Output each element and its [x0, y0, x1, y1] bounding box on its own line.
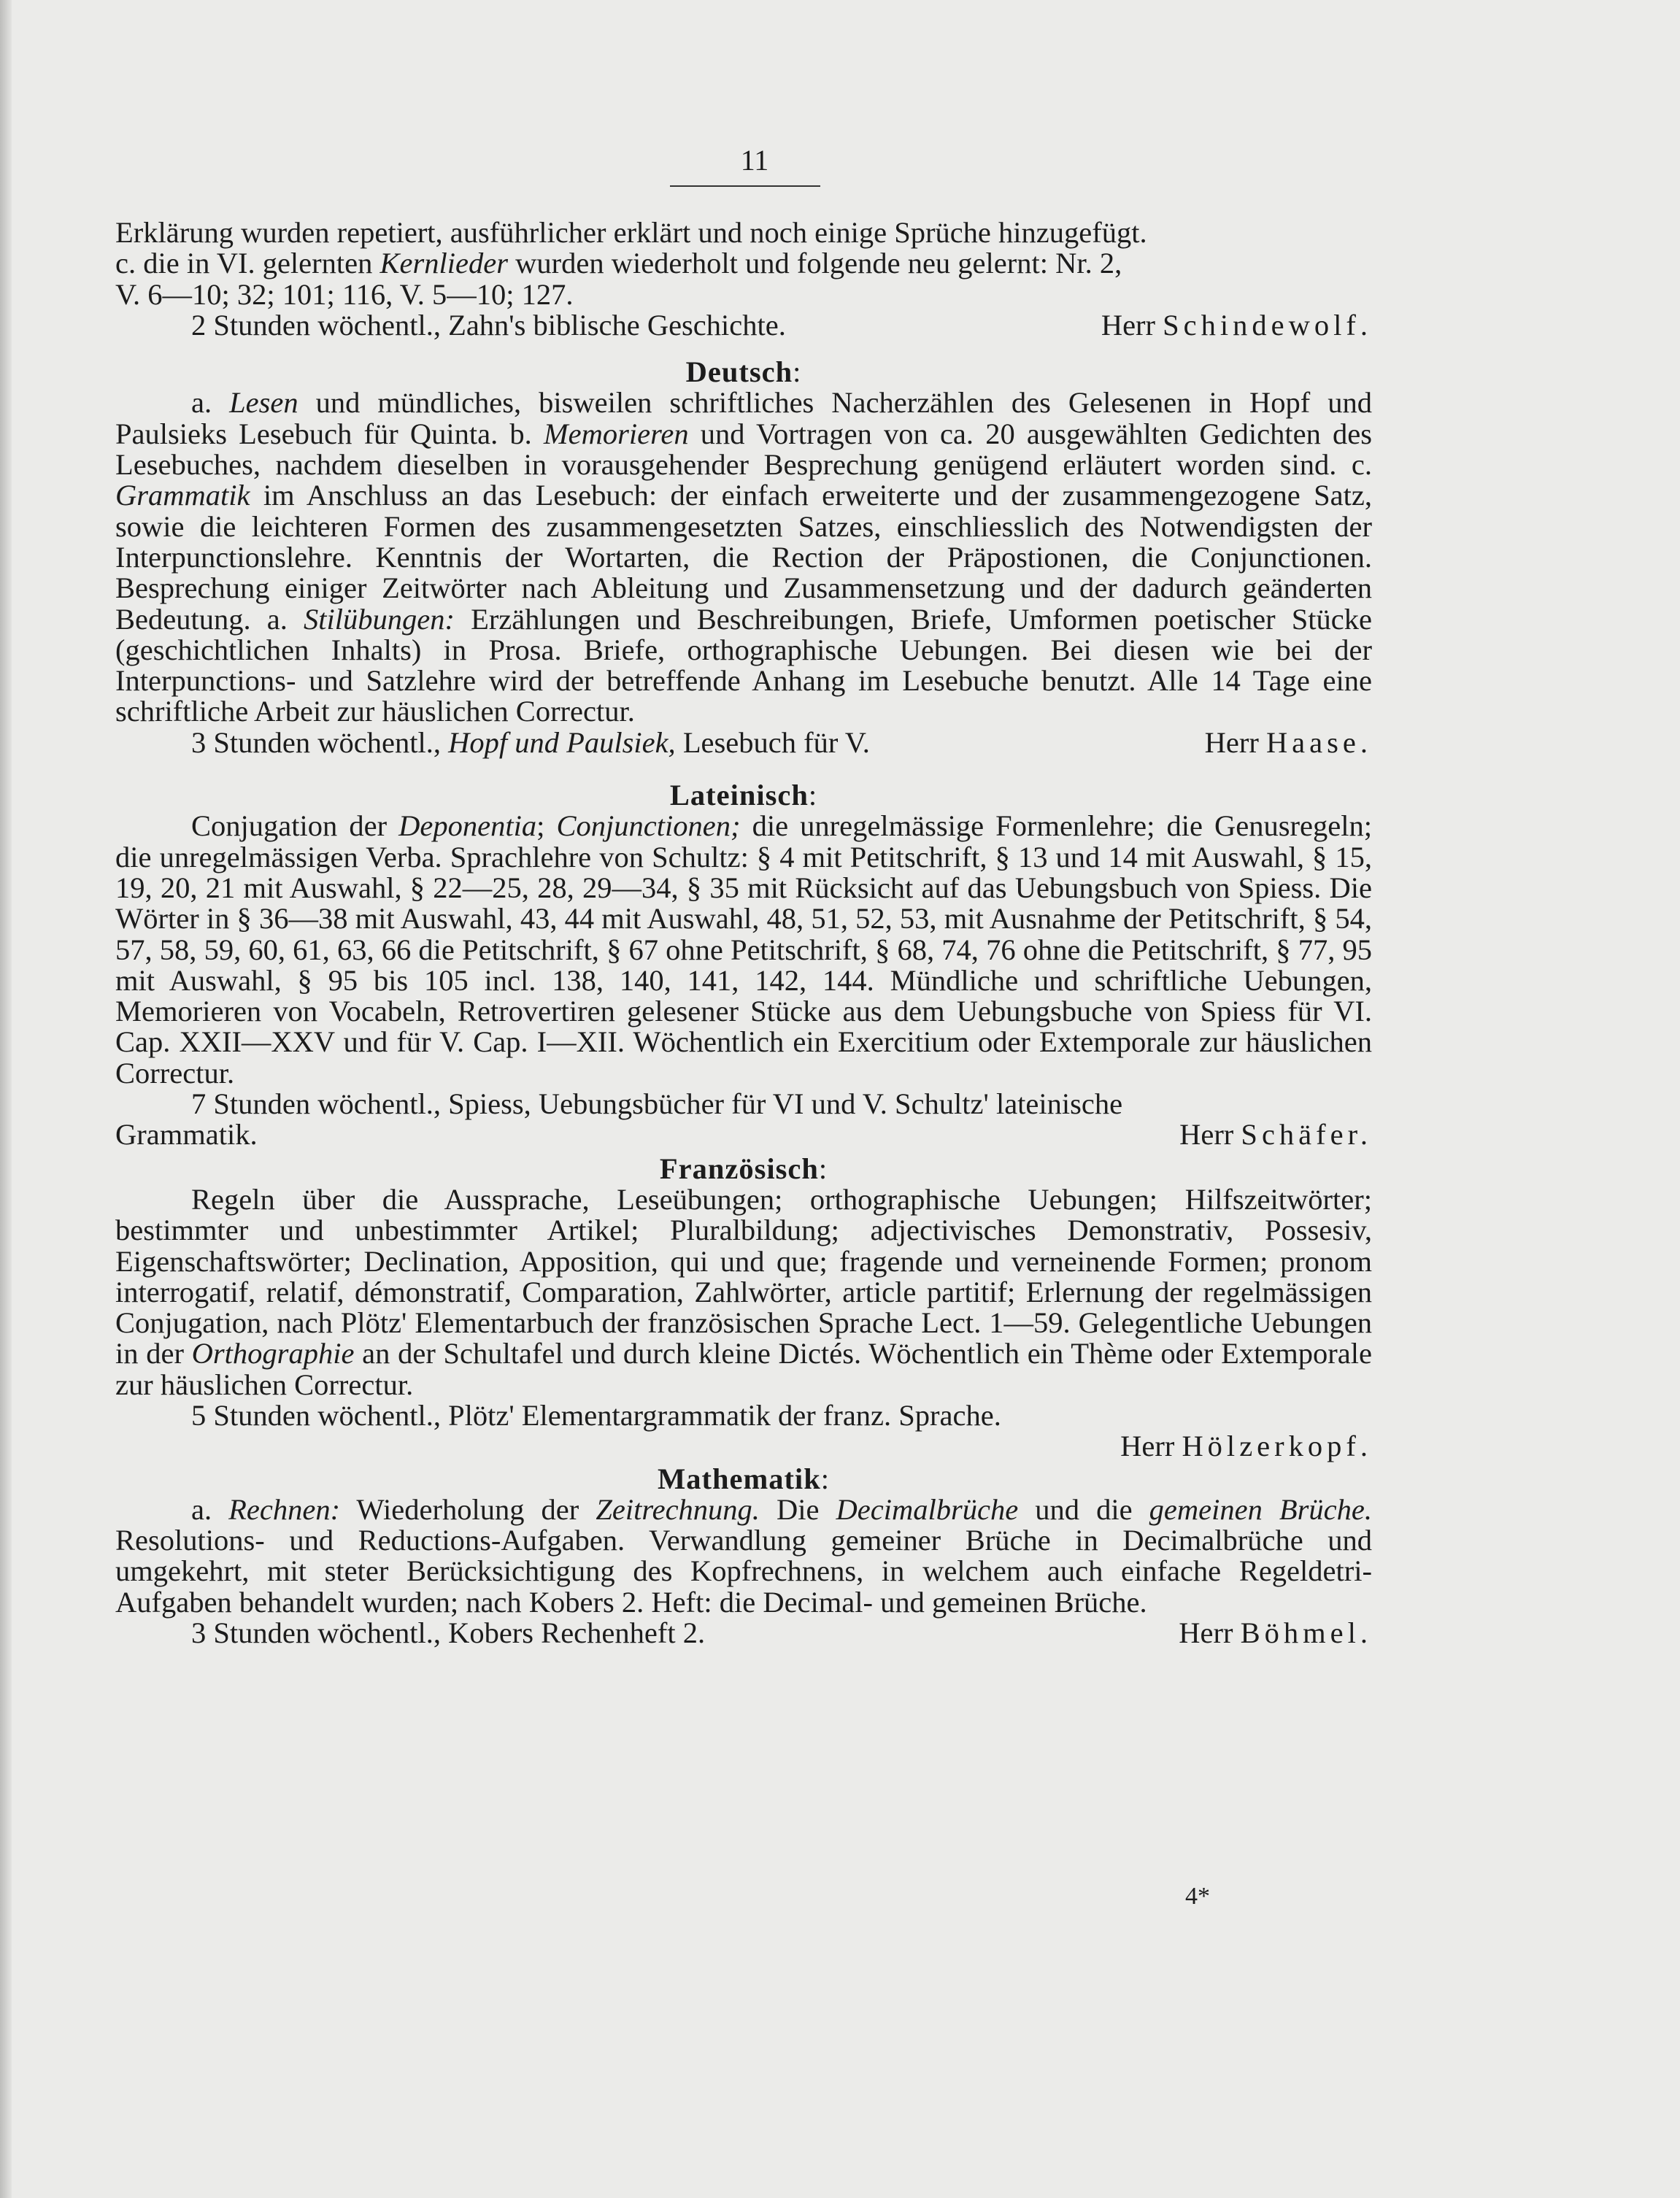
section-lateinisch — [115, 780, 1372, 1151]
franzoesisch-hours: 5 Stunden wöchentl., Plötz' Elementargrammatik der franz. Sprache. — [191, 1398, 1001, 1432]
page-body — [115, 217, 1372, 1648]
religion-teacher: Herr Schindewolf. — [1101, 308, 1372, 342]
lateinisch-hours-cont: Grammatik. — [115, 1118, 258, 1152]
religion-line-3: V. 6—10; 32; 101; 116, V. 5—10; 127. — [115, 277, 574, 311]
lateinisch-paragraph: Conjugation der Deponentia; Conjunctionen; die unregelmässige Formenlehre; die Genusregeln; die unregelmässigen Verba. Sprachlehre von Schultz: § 4 mit Petitschrift, § 13 und 14 mit Auswahl, § 15, 19, 20, 21 mit Auswahl, § 22—25, 28, 29—34, § 35 mit Rücksicht auf das Uebungsbuch von Spiess. Die Wörter in § 36—38 mit Auswahl, 43, 44 mit Auswahl, 48, 51, 52, 53, mit Ausnahme der Petitschrift, § 54, 57, 58, 59, 60, 61, 63, 66 die Petitschrift, § 67 ohne Petitschrift, § 68, 74, 76 ohne die Petitschrift, § 77, 95 mit Auswahl, § 95 bis 105 incl. 138, 140, 141, 142, 144. Mündliche und schriftliche Uebungen, Memorieren von Vocabeln, Retrovertiren gelesener Stücke aus dem Uebungsbuche von Spiess für VI. Cap. XXII—XXV und für V. Cap. I—XII. Wöchentlich ein Exercitium oder Extemporale zur häuslichen Correctur. — [115, 809, 1372, 1090]
mathematik-hours-row — [115, 1618, 1372, 1648]
lateinisch-hours-row — [115, 1119, 1372, 1150]
heading-deutsch: Deutsch: — [685, 355, 802, 389]
kernlieder-term: Kernlieder — [379, 247, 508, 280]
heading-franzoesisch: Französisch: — [659, 1152, 828, 1185]
mathematik-teacher: Herr Böhmel. — [1179, 1616, 1372, 1650]
religion-line-2: c. die in VI. gelernten Kernlieder wurden wiederholt und folgende neu gelernt: Nr. 2, — [115, 247, 1122, 280]
deutsch-hours: 3 Stunden wöchentl., Hopf und Paulsiek, Lesebuch für V. — [191, 725, 870, 759]
religion-line-1: Erklärung wurden repetiert, ausführlicher erklärt und noch einige Sprüche hinzugefügt. — [115, 216, 1147, 249]
mathematik-paragraph: a. Rechnen: Wiederholung der Zeitrechnung. Die Decimalbrüche und die gemeinen Brüche. Resolutions- und Reductions-Aufgaben. Verwandlung gemeiner Brüche in Decimalbrüche und umgekehrt, mit steter Berücksichtigung des Kopfrechnens, in welchem auch einfache Regeldetri-Aufgaben behandelt wurden; nach Kobers 2. Heft: die Decimal- und gemeinen Brüche. — [115, 1492, 1372, 1619]
header-rule — [670, 185, 820, 187]
deutsch-hours-row — [115, 725, 1372, 759]
religion-hours: 2 Stunden wöchentl., Zahn's biblische Geschichte. — [191, 308, 786, 342]
franzoesisch-paragraph: Regeln über die Aussprache, Leseübungen; orthographische Uebungen; Hilfszeitwörter; bestimmter und unbestimmter Artikel; Pluralbildung; adjectivisches Demonstrativ, Possesiv, Eigenschaftswörter; Declination, Apposition, qui und que; fragende und verneinende Formen; pronom interrogatif, relatif, démonstratif, Comparation, Zahlwörter, article partitif; Erlernung der regelmässigen Conjugation, nach Plötz' Elementarbuch der französischen Sprache Lect. 1—59. Gelegentliche Uebungen in der Orthographie an der Schultafel und durch kleine Dictés. Wöchentlich ein Thème oder Extemporale zur häuslichen Correctur. — [115, 1182, 1372, 1401]
signature-mark: 4* — [1185, 1883, 1210, 1910]
section-deutsch — [115, 357, 1372, 758]
page-edge-shadow — [0, 0, 12, 2198]
deutsch-paragraph: a. Lesen und mündliches, bisweilen schriftliches Nacherzählen des Gelesenen in Hopf und Paulsieks Lesebuch für Quinta. b. Memorieren und Vortragen von ca. 20 ausgewählten Gedichten des Lesebuches, nachdem dieselben in vorausgehender Besprechung genügend erläutert worden sind. c. Grammatik im Anschluss an das Lesebuch: der einfach erweiterte und der zusammengezogene Satz, sowie die leichteren Formen des zusammengesetzten Satzes, einschliesslich des Notwendigsten der Interpunctionslehre. Kenntnis der Wortarten, die Rection der Präpostionen, die Conjunctionen. Besprechung einiger Zeitwörter nach Ableitung und Zusammensetzung und der dadurch geänderten Bedeutung. a. Stilübungen: Erzählungen und Beschreibungen, Briefe, Umformen poetischer Stücke (geschichtlichen Inhalts) in Prosa. Briefe, orthographische Uebungen. Bei diesen wie bei der Interpunctions- und Satzlehre wird der betreffende Anhang im Lesebuche benutzt. Alle 14 Tage eine schriftliche Arbeit zur häuslichen Correctur. — [115, 386, 1372, 728]
heading-mathematik: Mathematik: — [658, 1462, 830, 1495]
deutsch-teacher: Herr Haase. — [1204, 725, 1372, 759]
section-mathematik — [115, 1464, 1372, 1649]
franzoesisch-teacher: Herr Hölzerkopf. — [1120, 1430, 1372, 1463]
section-franzoesisch — [115, 1154, 1372, 1462]
section-religion-tail — [115, 217, 1372, 341]
religion-hours-row — [115, 310, 1372, 341]
lateinisch-teacher: Herr Schäfer. — [1179, 1118, 1372, 1152]
lateinisch-hours: 7 Stunden wöchentl., Spiess, Uebungsbücher für VI und V. Schultz' lateinische — [191, 1087, 1123, 1121]
mathematik-hours: 3 Stunden wöchentl., Kobers Rechenheft 2. — [191, 1616, 706, 1650]
page-number: 11 — [740, 144, 769, 177]
heading-lateinisch: Lateinisch: — [669, 779, 818, 812]
